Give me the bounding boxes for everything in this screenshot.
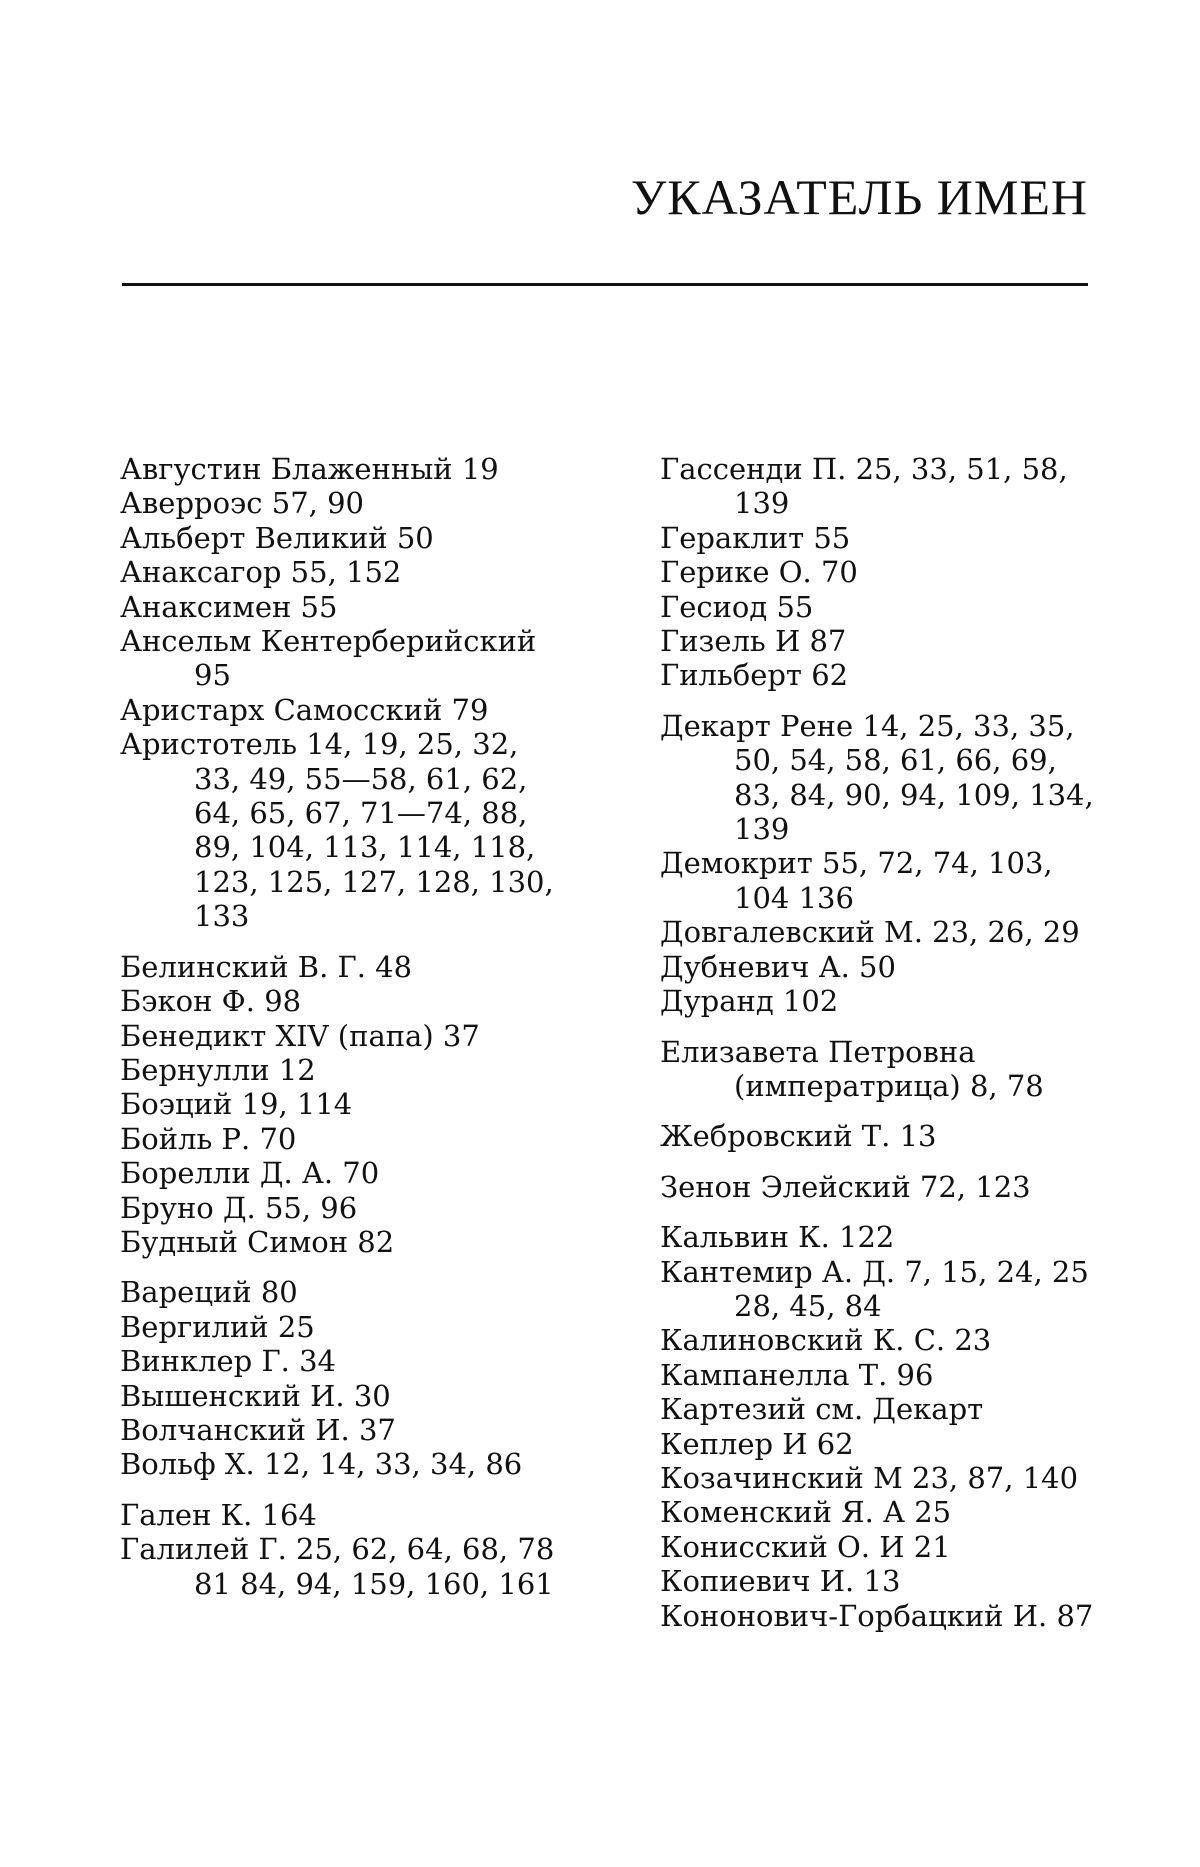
index-entry: Картезий см. Декарт <box>660 1392 984 1427</box>
index-entry: Кеплер И 62 <box>660 1426 854 1461</box>
index-entry: Анаксагор 55, 152 <box>120 555 402 590</box>
index-entry: Галилей Г. 25, 62, 64, 68, 78 81 84, 94, 159, 160, 161 <box>120 1532 555 1601</box>
index-entry: Ансельм Кентерберийский 95 <box>120 624 537 693</box>
index-entry: Винклер Г. 34 <box>120 1344 336 1379</box>
index-entry: Зенон Элейский 72, 123 <box>660 1169 1031 1204</box>
index-entry: Гесиод 55 <box>660 589 814 624</box>
index-entry: Аверроэс 57, 90 <box>120 486 364 521</box>
index-entry: Волчанский И. 37 <box>120 1412 396 1447</box>
title-rule <box>122 283 1088 286</box>
index-entry: Бруно Д. 55, 96 <box>120 1190 358 1225</box>
index-entry: Дубневич А. 50 <box>660 949 896 984</box>
index-entry: Копиевич И. 13 <box>660 1564 901 1599</box>
index-entry: Бернулли 12 <box>120 1052 316 1087</box>
index-entry: Гераклит 55 <box>660 520 851 555</box>
index-entry: Жебровский Т. 13 <box>660 1119 937 1154</box>
index-entry: Декарт Рене 14, 25, 33, 35, 50, 54, 58, 61, 66, 69, 83, 84, 90, 94, 109, 134, 139 <box>660 708 1094 847</box>
index-entry: Вергилий 25 <box>120 1309 315 1344</box>
index-entry: Коменский Я. А 25 <box>660 1495 952 1530</box>
index-entry: Елизавета Петровна (императрица) 8, 78 <box>660 1034 1044 1103</box>
index-entry: Августин Блаженный 19 <box>120 452 499 486</box>
index-entry: Вышенский И. 30 <box>120 1378 391 1413</box>
index-entry: Конисский О. И 21 <box>660 1529 951 1564</box>
index-entry: Демокрит 55, 72, 74, 103, 104 136 <box>660 846 1053 915</box>
page-title: УКАЗАТЕЛЬ ИМЕН <box>630 169 1088 225</box>
index-entry: Бэкон Ф. 98 <box>120 984 302 1019</box>
index-entry: Аристотель 14, 19, 25, 32, 33, 49, 55—58, 61, 62, 64, 65, 67, 71—74, 88, 89, 104, 113, 114, 118, 123, 125, 127, 128, 130, 133 <box>120 727 554 934</box>
index-entry: Белинский В. Г. 48 <box>120 949 413 984</box>
index-entry: Кантемир А. Д. 7, 15, 24, 25 28, 45, 84 <box>660 1254 1089 1323</box>
index-entry: Гален К. 164 <box>120 1497 317 1532</box>
index-entry: Борелли Д. А. 70 <box>120 1156 380 1191</box>
index-entry: Герике О. 70 <box>660 555 858 590</box>
index-column-right <box>660 452 1100 1633</box>
index-entry: Вольф Х. 12, 14, 33, 34, 86 <box>120 1447 523 1482</box>
index-entry: Довгалевский М. 23, 26, 29 <box>660 915 1080 950</box>
index-entry: Аристарх Самосский 79 <box>120 692 489 727</box>
index-entry: Анаксимен 55 <box>120 589 338 624</box>
index-entry: Вареций 80 <box>120 1275 298 1310</box>
index-entry: Кампанелла Т. 96 <box>660 1357 934 1392</box>
index-entry: Бойль Р. 70 <box>120 1121 297 1156</box>
index-entry: Боэций 19, 114 <box>120 1087 353 1122</box>
index-entry: Бенедикт XIV (папа) 37 <box>120 1018 480 1053</box>
index-entry: Будный Симон 82 <box>120 1224 395 1259</box>
index-entry: Кононович-Горбацкий И. 87 <box>660 1598 1094 1633</box>
index-entry: Кальвин К. 122 <box>660 1220 895 1255</box>
index-entry: Дуранд 102 <box>660 984 839 1019</box>
index-column-left <box>120 452 560 1601</box>
index-entry: Альберт Великий 50 <box>120 520 434 555</box>
index-entry: Гизель И 87 <box>660 624 847 659</box>
index-entry: Гассенди П. 25, 33, 51, 58, 139 <box>660 452 1068 521</box>
index-entry: Козачинский М 23, 87, 140 <box>660 1460 1079 1495</box>
index-entry: Калиновский К. С. 23 <box>660 1323 992 1358</box>
index-entry: Гильберт 62 <box>660 658 849 693</box>
